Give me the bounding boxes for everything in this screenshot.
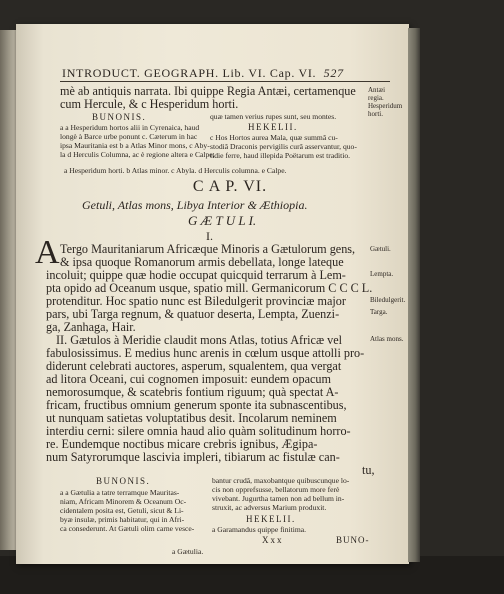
bottom-notes-left-heading: BUNONIS. [96,476,151,486]
body-line-4: pta opido ad Oceanum usque, spatio mill. Germanicorum C C C L. [46,281,373,295]
top-notes-left-heading: BUNONIS. [92,112,147,122]
top-margin-note-4: horti. [368,110,383,118]
top-notes-right-line-3: tidie ferre, haud illepida Poëtarum est traditio. [210,151,351,160]
bottom-notes-right-line-2: cis non opprefsusse, bellatorum more ferè [212,485,340,494]
top-margin-note-1: Antæi [368,86,386,94]
top-notes-left-line-3: ipsa Mauritania est b a Atlas Minor mons, c Aby- [60,141,210,150]
bottom-notes-right-heading: HEKELII. [246,514,296,524]
body-line-1: Tergo Mauritaniarum Africæque Minoris a Gætulorum gens, [60,242,356,256]
top-notes-left-line-1: a a Hesperidum hortos alii in Cyrenaica, haud [60,123,200,132]
top-margin-note-3: Hesperidum [368,102,403,110]
running-head [62,66,344,81]
top-notes-right-line-2: stodiâ Draconis pervigilis curâ asservantur, quo- [210,142,357,151]
bottom-notes-right-line-3: vivebant. Jugurtha tamen non ad bellum in- [212,494,345,503]
body-line-12: nemorosumque, & scatebris fontium riguum; quà spectat A- [46,385,339,399]
body-line-15: interdiu cerni: silere omnia haud alio quàm solitudinum horro- [46,424,351,438]
margin-note-atlas: Atlas mons. [370,335,404,343]
body-line-5: protenditur. Hoc spatio nunc est Biledulgerit provinciæ major [46,294,346,308]
bottom-notes-right-line-5: a Garamandus quippe finitima. [212,525,307,534]
bottom-notes-right-line-4: struxit, ac adversus Marium produxit. [212,503,327,512]
top-line-2: cum Hercule, & c Hesperidum horti. [60,97,239,111]
catchword: BUNO- [336,535,370,545]
drop-cap: A [35,234,60,271]
margin-note-lempta: Lempta. [370,270,394,278]
top-notes-right-line-0: quæ tamen verius rupes sunt, seu montes. [210,112,337,121]
body-line-6: pars, ubi Targa regnum, & quatuor deserta, Lempta, Zuenzi- [46,307,340,321]
bottom-footnote: a Gætulia. [172,547,204,556]
body-line-2: & ipsa quoque Romanorum armis debellata, longe lateque [60,255,344,269]
signature-mark: Xxx [262,535,284,545]
body-line-11: ad litora Oceani, cui cognomen imposuit: eundem opacum [46,372,331,386]
body-line-7: ga, Zanhaga, Hair. [46,320,136,334]
top-notes-left-line-4: la d Herculis Columna, ac è regione altera e Calpe; [60,150,215,159]
bottom-notes-left-line-4: byæ insulæ, primis habitatur, qui in Afri- [60,515,185,524]
header-rule [60,81,390,82]
page-number: 527 [323,66,344,80]
page-block-edge [408,28,420,562]
body-line-8: II. Gætulos à Meridie claudit mons Atlas, totius Africæ vel [56,333,343,347]
body-line-3: incoluit; quippe quæ hodie occupat quicquid terrarum à Lem- [46,268,346,282]
bottom-notes-left-line-3: cidentalem posita est, Getuli, sicut & Li- [60,506,184,515]
margin-note-targa: Targa. [370,308,388,316]
body-line-10: diderunt celebrati auctores, asperum, squalentem, qua vergat [46,359,342,373]
chapter-subtitle: Getuli, Atlas mons, Libya Interior & Æthiopia. [82,198,308,212]
chapter-title: C A P. VI. [192,178,268,195]
top-notes-right-line-1: c Hos Hortos aurea Mala, quæ summâ cu- [210,133,338,142]
section-title: G Æ T U L I. [188,213,257,228]
top-footnote-row: a Hesperidum horti. b Atlas minor. c Abyla. d Herculis columna. e Calpe. [64,166,287,175]
top-notes-left-line-2: longè à Barce urbe ponunt c. Cæterum in hac [60,132,198,141]
bottom-notes-right-line-1: bantur crudâ, maxobantque quibuscunque lo- [212,476,350,485]
bottom-notes-left-line-5: ca consederunt. At Gætuli olim carne vesce- [60,524,195,533]
running-title: INTRODUCT. GEOGRAPH. Lib. VI. Cap. VI. [62,66,317,80]
top-line-1: mè ab antiquis narrata. Ibi quippe Regia Antæi, certamenque [60,84,356,98]
top-margin-note-2: regia. [368,94,384,102]
top-notes-right-heading: HEKELII. [248,122,298,132]
body-line-16: re. Eundemque noctibus micare crebris ignibus, Ægipa- [46,437,318,451]
body-line-14: ut nunquam satietas voluptatibus desit. Incolarum neminem [46,411,337,425]
bottom-notes-left-line-2: niam, Africam Minorem & Oceanum Oc- [60,497,187,506]
margin-note-gaetuli: Gætuli. [370,245,391,253]
body-line-13: fricam, fructibus omnium generum sponte ita subnascentibus, [46,398,347,412]
body-line-17: num Satyrorumque lascivia impleri, tibiarum ac fistulæ can- [46,450,340,464]
body-line-9: fabulosissimus. E medius hunc arenis in cœlum usque attolli pro- [46,346,365,360]
margin-note-biledulgerit: Biledulgerit. [370,296,406,304]
bottom-notes-left-line-1: a a Gætulia a tatre terramque Mauritas- [60,488,180,497]
section-number: I. [206,229,213,243]
body-line-18: tu, [362,463,375,477]
